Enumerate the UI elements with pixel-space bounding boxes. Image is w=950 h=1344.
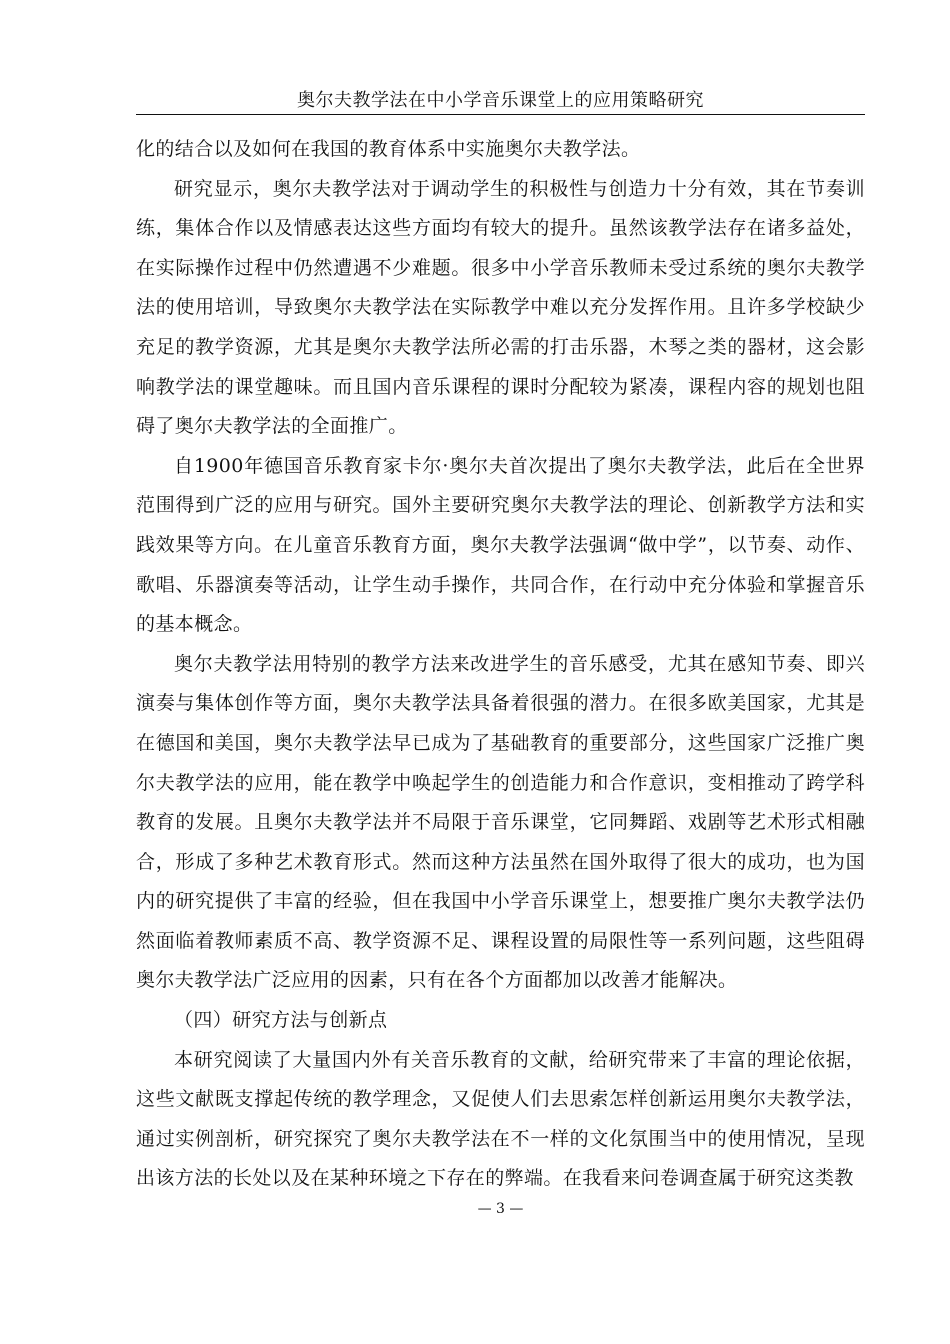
paragraph-continued: 化的结合以及如何在我国的教育体系中实施奥尔夫教学法。 — [136, 138, 641, 160]
body-text — [136, 130, 865, 1199]
section-heading: （四）研究方法与创新点 — [174, 1009, 388, 1032]
paragraph-research-findings: 研究显示，奥尔夫教学法对于调动学生的积极性与创造力十分有效，其在节奏训练，集体合作以及情感表达这些方面均有较大的提升。虽然该教学法存在诸多益处，在实际操作过程中仍然遭遇不少难题。很多中小学音乐教师未受过系统的奥尔夫教学法的使用培训，导致奥尔夫教学法在实际教学中难以充分发挥作用。且许多学校缺少充足的教学资源，尤其是奥尔夫教学法所必需的打击乐器，木琴之类的器材，这会影响教学法的课堂趣味。而且国内音乐课程的课时分配较为紧凑，课程内容的规划也阻碍了奥尔夫教学法的全面推广。 — [136, 177, 865, 438]
page-number: — 3 — — [477, 1201, 524, 1217]
paragraph-orff-history: 自1900年德国音乐教育家卡尔·奥尔夫首次提出了奥尔夫教学法，此后在全世界范围得到广泛的应用与研究。国外主要研究奥尔夫教学法的理论、创新教学方法和实践效果等方向。在儿童音乐教育方面，奥尔夫教学法强调“做中学”，以节奏、动作、歌唱、乐器演奏等活动，让学生动手操作，共同合作，在行动中充分体验和掌握音乐的基本概念。 — [136, 454, 865, 636]
header-rule — [136, 114, 865, 115]
running-header: 奥尔夫教学法在中小学音乐课堂上的应用策略研究 — [297, 90, 704, 111]
paragraph-research-methods: 本研究阅读了大量国内外有关音乐教育的文献，给研究带来了丰富的理论依据，这些文献既支撑起传统的教学理念，又促使人们去思索怎样创新运用奥尔夫教学法，通过实例剖析，研究探究了奥尔夫教学法在不一样的文化氛围当中的使用情况，呈现出该方法的长处以及在某种环境之下存在的弊端。在我看来问卷调查属于研究这类教 — [136, 1048, 865, 1190]
paragraph-orff-abroad: 奥尔夫教学法用特别的教学方法来改进学生的音乐感受，尤其在感知节奏、即兴演奏与集体创作等方面，奥尔夫教学法具备着很强的潜力。在很多欧美国家，尤其是在德国和美国，奥尔夫教学法早已成为了基础教育的重要部分，这些国家广泛推广奥尔夫教学法的应用，能在教学中唤起学生的创造能力和合作意识，变相推动了跨学科教育的发展。且奥尔夫教学法并不局限于音乐课堂，它同舞蹈、戏剧等艺术形式相融合，形成了多种艺术教育形式。然而这种方法虽然在国外取得了很大的成功，也为国内的研究提供了丰富的经验，但在我国中小学音乐课堂上，想要推广奥尔夫教学法仍然面临着教师素质不高、教学资源不足、课程设置的局限性等一系列问题，这些阻碍奥尔夫教学法广泛应用的因素，只有在各个方面都加以改善才能解决。 — [136, 652, 865, 992]
